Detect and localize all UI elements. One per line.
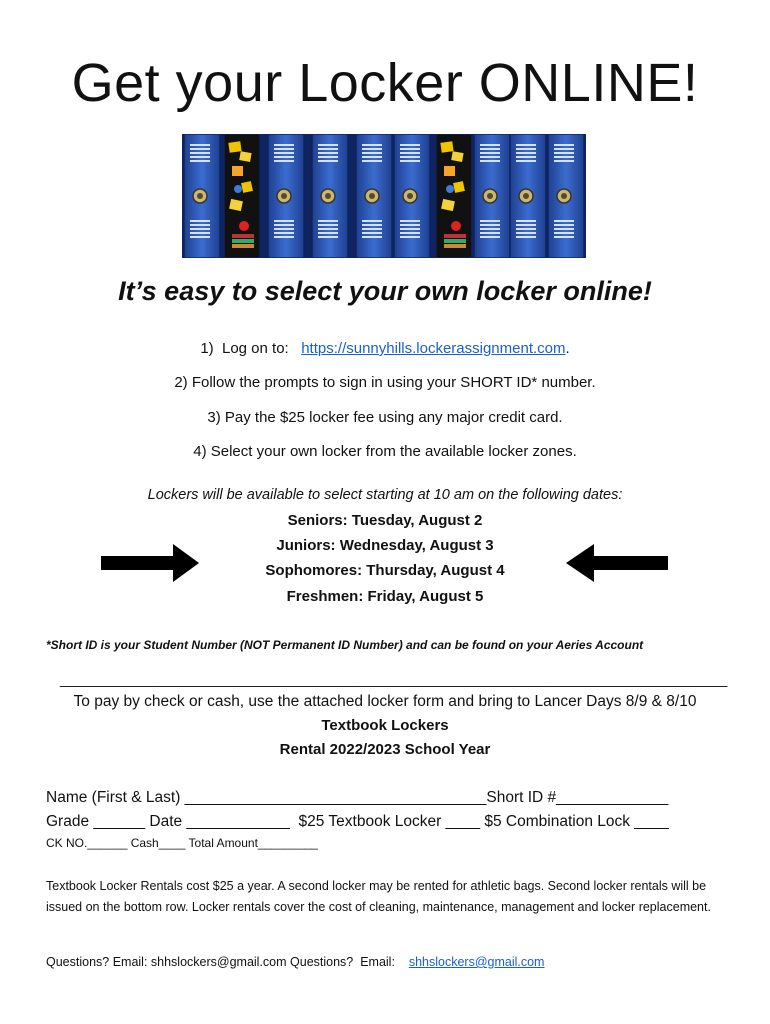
- availability-note: Lockers will be available to select starting at 10 am on the following dates:: [147, 487, 623, 503]
- page-title: Get your Locker ONLINE!: [71, 53, 699, 113]
- form-grade-line: Grade ______ Date ____________ $25 Textbook Locker ____ $5 Combination Lock ____: [46, 813, 669, 830]
- divider-line: ________________________________________________________________________________: [60, 671, 728, 688]
- arrow-right-icon: [101, 544, 199, 582]
- step-1-suffix: .: [565, 340, 570, 357]
- short-id-note: *Short ID is your Student Number (NOT Permanent ID Number) and can be found on your Aeries Account: [46, 638, 644, 652]
- rental-info: Textbook Locker Rentals cost $25 a year. A second locker may be rented for athletic bags. Second locker rentals will be issued on the bottom row. Locker rentals cover the cost of cleaning, maintenance, management and locker replacement.: [46, 879, 711, 914]
- form-subtitle: Rental 2022/2023 School Year: [279, 741, 491, 758]
- form-title: Textbook Lockers: [321, 717, 449, 734]
- form-payment-line: CK NO.______ Cash____ Total Amount_________: [46, 836, 318, 850]
- step-2: 2) Follow the prompts to sign in using your SHORT ID* number.: [174, 374, 596, 391]
- questions-line: [46, 955, 544, 969]
- email-link[interactable]: shhslockers@gmail.com: [408, 955, 545, 969]
- date-juniors: Juniors: Wednesday, August 3: [276, 537, 494, 554]
- date-seniors: Seniors: Tuesday, August 2: [287, 512, 483, 529]
- step-1-prefix: 1) Log on to:: [200, 340, 302, 357]
- arrow-left-icon: [566, 544, 668, 582]
- step-4: 4) Select your own locker from the available locker zones.: [193, 443, 577, 460]
- date-freshmen: Freshmen: Friday, August 5: [286, 588, 484, 605]
- date-sophomores: Sophomores: Thursday, August 4: [265, 562, 505, 579]
- questions-prefix: Questions? Email: shhslockers@gmail.com Questions? Email:: [46, 955, 409, 969]
- step-3: 3) Pay the $25 locker fee using any major credit card.: [207, 409, 563, 426]
- locker-site-link[interactable]: https://sunnyhills.lockerassignment.com: [301, 340, 566, 357]
- lockers-image: [182, 134, 586, 258]
- pay-instructions: To pay by check or cash, use the attached locker form and bring to Lancer Days 8/9 & 8/10: [73, 693, 697, 710]
- step-1: [0, 340, 770, 357]
- page-subtitle: It’s easy to select your own locker online!: [118, 276, 652, 306]
- form-name-line: Name (First & Last) ___________________________________Short ID #_____________: [46, 789, 669, 806]
